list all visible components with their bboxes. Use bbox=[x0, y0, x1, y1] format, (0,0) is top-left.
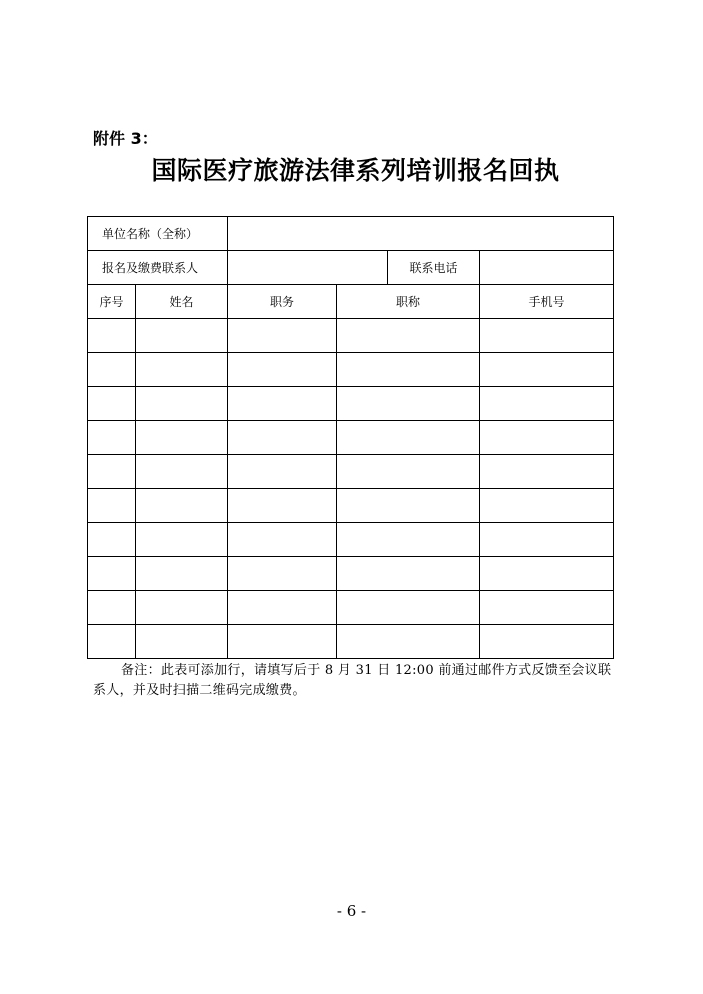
attendee-title-cell[interactable] bbox=[337, 387, 480, 421]
attendee-phone-cell[interactable] bbox=[480, 591, 614, 625]
attendee-title-cell[interactable] bbox=[337, 557, 480, 591]
table-row bbox=[88, 489, 614, 523]
attendee-position-cell[interactable] bbox=[228, 353, 337, 387]
attendee-name-cell[interactable] bbox=[136, 387, 228, 421]
attendee-title-cell[interactable] bbox=[337, 591, 480, 625]
column-header-row bbox=[88, 285, 614, 319]
table-row bbox=[88, 353, 614, 387]
unit-name-row bbox=[88, 217, 614, 251]
attendee-title-cell[interactable] bbox=[337, 455, 480, 489]
attendee-title-cell[interactable] bbox=[337, 421, 480, 455]
attendee-index-cell[interactable] bbox=[88, 353, 136, 387]
attendee-phone-cell[interactable] bbox=[480, 353, 614, 387]
attendee-position-cell[interactable] bbox=[228, 557, 337, 591]
page-number: - 6 - bbox=[336, 902, 367, 920]
attendee-index-cell[interactable] bbox=[88, 455, 136, 489]
attendee-name-cell[interactable] bbox=[136, 557, 228, 591]
attendee-phone-cell[interactable] bbox=[480, 557, 614, 591]
attendee-position-cell[interactable] bbox=[228, 387, 337, 421]
table-row bbox=[88, 387, 614, 421]
contact-person-label: 报名及缴费联系人 bbox=[88, 251, 228, 285]
attendee-title-cell[interactable] bbox=[337, 489, 480, 523]
column-header-index: 序号 bbox=[88, 285, 136, 319]
contact-phone-label: 联系电话 bbox=[388, 251, 480, 285]
attendee-name-cell[interactable] bbox=[136, 625, 228, 659]
table-row bbox=[88, 455, 614, 489]
attendee-position-cell[interactable] bbox=[228, 421, 337, 455]
attendee-position-cell[interactable] bbox=[228, 319, 337, 353]
attendee-name-cell[interactable] bbox=[136, 489, 228, 523]
contact-person-field[interactable] bbox=[228, 251, 388, 285]
attendee-index-cell[interactable] bbox=[88, 421, 136, 455]
attendee-index-cell[interactable] bbox=[88, 387, 136, 421]
attendee-phone-cell[interactable] bbox=[480, 455, 614, 489]
table-row bbox=[88, 523, 614, 557]
attendee-position-cell[interactable] bbox=[228, 625, 337, 659]
attendee-phone-cell[interactable] bbox=[480, 523, 614, 557]
table-row bbox=[88, 625, 614, 659]
document-title: 国际医疗旅游法律系列培训报名回执 bbox=[151, 156, 560, 185]
attendee-name-cell[interactable] bbox=[136, 319, 228, 353]
attendee-title-cell[interactable] bbox=[337, 523, 480, 557]
attendee-name-cell[interactable] bbox=[136, 523, 228, 557]
attendee-title-cell[interactable] bbox=[337, 625, 480, 659]
column-header-phone: 手机号 bbox=[480, 285, 614, 319]
attendee-title-cell[interactable] bbox=[337, 353, 480, 387]
attendee-index-cell[interactable] bbox=[88, 557, 136, 591]
column-header-position: 职务 bbox=[228, 285, 337, 319]
attendee-index-cell[interactable] bbox=[88, 319, 136, 353]
attendee-rows bbox=[88, 319, 614, 659]
contact-row bbox=[88, 251, 614, 285]
attendee-phone-cell[interactable] bbox=[480, 319, 614, 353]
attendee-title-cell[interactable] bbox=[337, 319, 480, 353]
column-header-name: 姓名 bbox=[136, 285, 228, 319]
attendee-index-cell[interactable] bbox=[88, 625, 136, 659]
attendee-index-cell[interactable] bbox=[88, 489, 136, 523]
registration-form-table bbox=[87, 216, 614, 659]
unit-name-label: 单位名称（全称） bbox=[88, 217, 228, 251]
attendee-position-cell[interactable] bbox=[228, 523, 337, 557]
attendee-index-cell[interactable] bbox=[88, 523, 136, 557]
attendee-phone-cell[interactable] bbox=[480, 489, 614, 523]
table-row bbox=[88, 591, 614, 625]
contact-phone-field[interactable] bbox=[480, 251, 614, 285]
attendee-name-cell[interactable] bbox=[136, 591, 228, 625]
attendee-position-cell[interactable] bbox=[228, 455, 337, 489]
attendee-name-cell[interactable] bbox=[136, 455, 228, 489]
attendee-name-cell[interactable] bbox=[136, 421, 228, 455]
attendee-phone-cell[interactable] bbox=[480, 387, 614, 421]
attendee-position-cell[interactable] bbox=[228, 591, 337, 625]
attendee-phone-cell[interactable] bbox=[480, 625, 614, 659]
unit-name-field[interactable] bbox=[228, 217, 614, 251]
attendee-position-cell[interactable] bbox=[228, 489, 337, 523]
attachment-label: 附件 3： bbox=[93, 129, 158, 148]
attendee-phone-cell[interactable] bbox=[480, 421, 614, 455]
table-row bbox=[88, 421, 614, 455]
footnote: 备注：此表可添加行，请填写后于 8 月 31 日 12:00 前通过邮件方式反馈至会议联系人，并及时扫描二维码完成缴费。 bbox=[93, 663, 612, 698]
attendee-index-cell[interactable] bbox=[88, 591, 136, 625]
column-header-title: 职称 bbox=[337, 285, 480, 319]
attendee-name-cell[interactable] bbox=[136, 353, 228, 387]
table-row bbox=[88, 319, 614, 353]
table-row bbox=[88, 557, 614, 591]
